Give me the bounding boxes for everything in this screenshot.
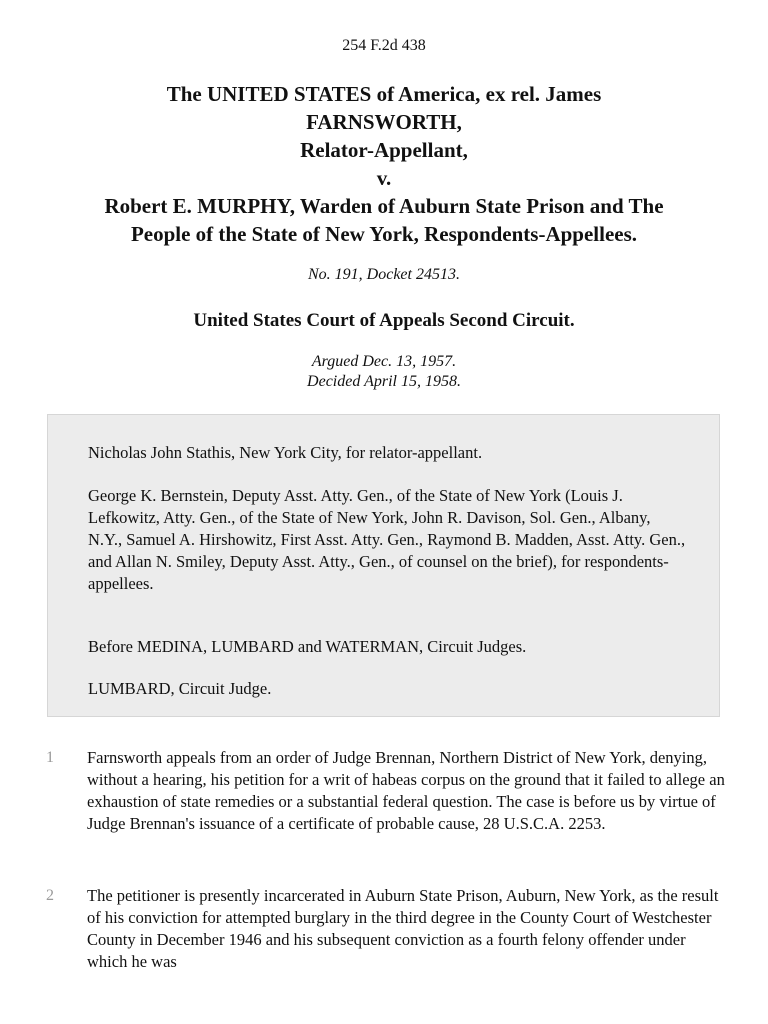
- counsel-panel: [47, 414, 720, 717]
- respondents-counsel: George K. Bernstein, Deputy Asst. Atty. Gen., of the State of New York (Louis J. Lefkowitz, Atty. Gen., of the State of New York, John R. Davison, Sol. Gen., Albany, N.Y., Samuel A. Hirshowitz, First Asst. Atty. Gen., Raymond B. Madden, Asst. Atty. Gen., and Allan N. Smiley, Deputy Asst. Atty., Gen., of counsel on the brief), for respondents-appellees.: [88, 486, 686, 593]
- court-name: United States Court of Appeals Second Circuit.: [193, 310, 575, 331]
- caption-line: FARNSWORTH,: [306, 110, 462, 134]
- paragraph-text: Farnsworth appeals from an order of Judge Brennan, Northern District of New York, denying, without a hearing, his petition for a writ of habeas corpus on the ground that it failed to allege an exhaustion of state remedies or a substantial federal question. The case is before us by virtue of Judge Brennan's issuance of a certificate of probable cause, 28 U.S.C.A. 2253.: [87, 748, 725, 833]
- case-caption: [30, 80, 738, 248]
- docket-number: No. 191, Docket 24513.: [308, 266, 460, 283]
- opinion-author: LUMBARD, Circuit Judge.: [88, 679, 272, 698]
- caption-line: People of the State of New York, Respondents-Appellees.: [130, 222, 638, 246]
- caption-line: The UNITED STATES of America, ex rel. James: [166, 82, 602, 106]
- caption-line: Relator-Appellant,: [300, 138, 468, 162]
- bench-panel: Before MEDINA, LUMBARD and WATERMAN, Circuit Judges.: [88, 637, 527, 656]
- caption-line: Robert E. MURPHY, Warden of Auburn State Prison and The: [104, 194, 664, 218]
- caption-line: v.: [376, 166, 392, 190]
- relator-counsel: Nicholas John Stathis, New York City, for relator-appellant.: [88, 443, 483, 462]
- case-citation: 254 F.2d 438: [342, 37, 426, 54]
- paragraph-number: 1: [46, 749, 54, 766]
- paragraph-text: The petitioner is presently incarcerated in Auburn State Prison, Auburn, New York, as the result of his conviction for attempted burglary in the third degree in the County Court of Westchester County in December 1946 and his subsequent conviction as a fourth felony offender under which he was: [87, 886, 719, 971]
- argued-date: Argued Dec. 13, 1957.: [311, 353, 457, 370]
- decided-date: Decided April 15, 1958.: [307, 373, 461, 390]
- paragraph-number: 2: [46, 887, 54, 904]
- case-dates: [0, 352, 768, 392]
